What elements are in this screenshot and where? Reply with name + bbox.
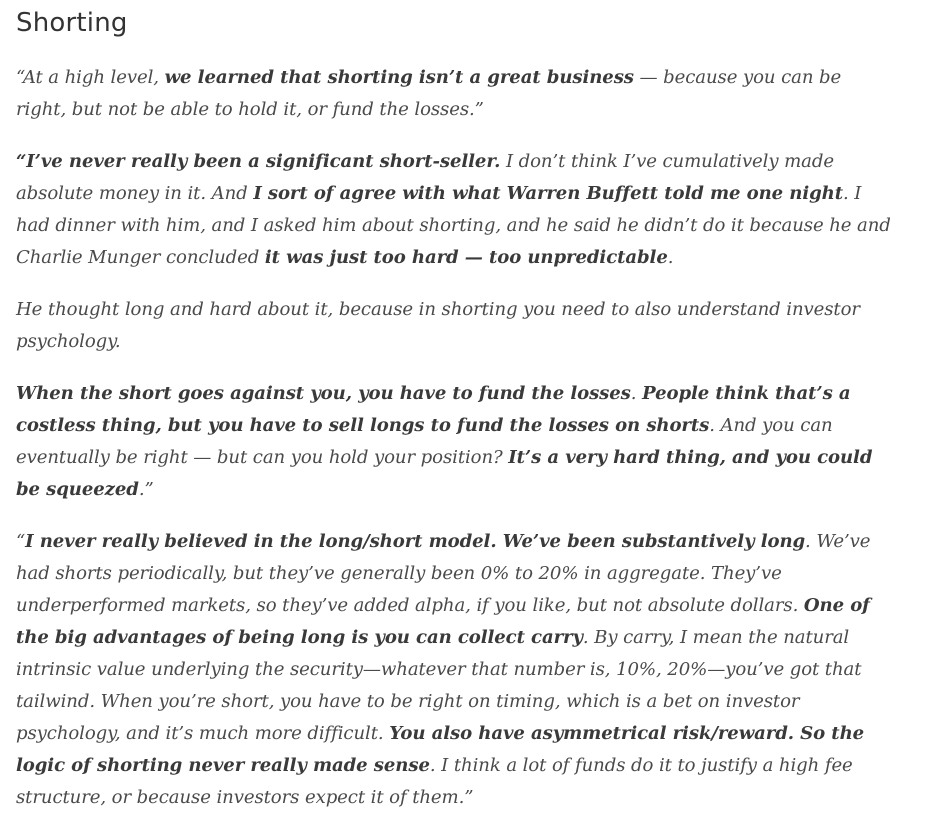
quote-paragraph	[16, 62, 896, 126]
body-text: I don’t think I’ve cumulatively made absolute money in it. And	[16, 151, 834, 204]
emphasized-text: People think that’s a costless thing, but you have to sell longs to fund the losses on shorts	[16, 383, 851, 436]
body-text: . And you can eventually be right — but can you hold your position?	[16, 415, 833, 468]
body-text: .”	[138, 479, 154, 500]
body-text: . By carry, I mean the natural intrinsic value underlying the security—whatever that number is, 10%, 20%—you’ve got that tailwind. When you’re short, you have to be right on timing, which is a bet on investor psychology, and it’s much more difficult.	[16, 627, 862, 744]
emphasized-text: One of the big advantages of being long is you can collect carry	[16, 595, 870, 648]
body-text: “	[16, 531, 26, 552]
emphasized-text: “I’ve never really been a significant short-seller.	[16, 151, 501, 172]
emphasized-text: I never really believed in the long/short model. We’ve been substantively long	[25, 531, 806, 552]
emphasized-text: When the short goes against you, you have to fund the losses	[16, 383, 631, 404]
quote-paragraph	[16, 526, 896, 814]
emphasized-text: It’s a very hard thing, and you could be squeezed	[16, 447, 873, 500]
body-text: . We’ve had shorts periodically, but they’ve generally been 0% to 20% in aggregate. They’ve underperformed markets, so they’ve added alpha, if you like, but not absolute dollars.	[16, 531, 871, 616]
quote-paragraph	[16, 294, 896, 358]
body-text: . I had dinner with him, and I asked him about shorting, and he said he didn’t do it because he and Charlie Munger concluded	[16, 183, 891, 268]
body-text: .	[630, 383, 643, 404]
body-text: “At a high level,	[16, 67, 165, 88]
emphasized-text: it was just too hard — too unpredictable	[264, 247, 668, 268]
article-content	[16, 4, 896, 814]
body-text: He thought long and hard about it, because in shorting you need to also understand investor psychology.	[16, 299, 860, 352]
emphasized-text: we learned that shorting isn’t a great business	[164, 67, 634, 88]
body-text: . I think a lot of funds do it to justify a high fee structure, or because investors expect it of them.”	[16, 755, 853, 808]
emphasized-text: You also have asymmetrical risk/reward. So the logic of shorting never really made sense	[16, 723, 865, 776]
emphasized-text: I sort of agree with what Warren Buffett told me one night	[253, 183, 843, 204]
section-title: Shorting	[16, 8, 128, 38]
quote-paragraph	[16, 146, 896, 274]
body-text: .	[667, 247, 674, 268]
quote-paragraph	[16, 378, 896, 506]
body-text: — because you can be right, but not be able to hold it, or fund the losses.”	[16, 67, 842, 120]
